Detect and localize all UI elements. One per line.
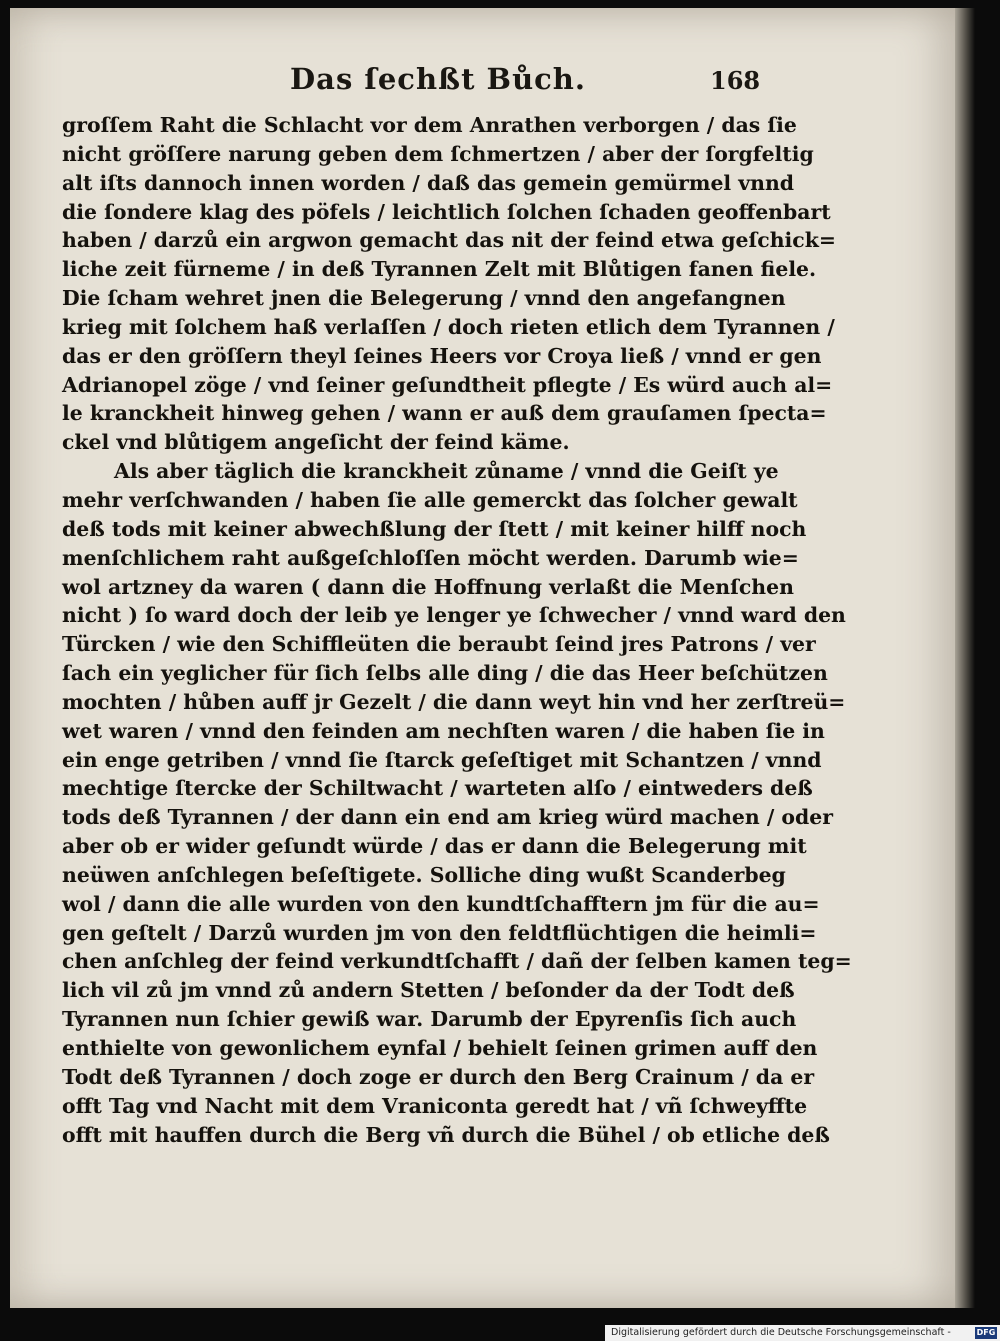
text-line: enthielte von gewonlichem eynfal / behielt ſeinen grimen auff den — [62, 1036, 818, 1060]
text-line: mehr verſchwanden / haben ſie alle gemerckt das ſolcher gewalt — [62, 487, 798, 512]
text-line: Adrianopel zöge / vnd ſeiner geſundtheit pflegte / Es würd auch al= — [62, 372, 833, 397]
text-line: nicht ) ſo ward doch der leib ye lenger ye ſchwecher / vnnd ward den — [62, 603, 846, 628]
text-line: alt iſts dannoch innen worden / daß das gemein gemürmel vnnd — [62, 170, 795, 195]
text-line: wet waren / vnnd den feinden am nechſten waren / die haben ſie in — [62, 718, 825, 743]
text-line: das er den gröſſern theyl ſeines Heers vor Croya ließ / vnnd er gen — [62, 343, 822, 368]
text-line: krieg mit ſolchem haß verlaſſen / doch rieten etlich dem Tyrannen / — [62, 314, 835, 339]
text-line: Tyrannen nun ſchier gewiß war. Darumb der Epyrenſis ſich auch — [62, 1007, 797, 1032]
text-line: aber ob er wider geſundt würde / das er dann die Belegerung mit — [62, 834, 807, 859]
text-line: deß tods mit keiner abwechßlung der ſtett / mit keiner hilff noch — [62, 516, 807, 541]
text-line: tods deß Tyrannen / der dann ein end am krieg würd machen / oder — [62, 805, 833, 830]
text-line: haben / darzů ein argwon gemacht das nit der feind etwa geſchick= — [62, 228, 836, 253]
text-line: groſſem Raht die Schlacht vor dem Anrathen verborgen / das ſie — [62, 113, 797, 137]
text-line: liche zeit fürneme / in deß Tyrannen Zelt mit Blůtigen fanen fiele. — [62, 257, 817, 282]
running-head-title: Das ſechßt Bůch. — [290, 62, 586, 96]
text-line: mechtige ſtercke der Schiltwacht / warteten alſo / eintweders deß — [62, 776, 813, 801]
digitization-footer — [605, 1325, 1000, 1341]
text-line: wol / dann die alle wurden von den kundtſchafftern jm für die au= — [62, 891, 820, 916]
page-number: 168 — [710, 66, 761, 95]
text-line: ckel vnd blůtigem angeſicht der feind käme. — [62, 430, 570, 455]
text-line: ein enge getriben / vnnd ſie ſtarck geſeſtiget mit Schantzen / vnnd — [62, 747, 822, 772]
text-line: Die ſcham wehret jnen die Belegerung / vnnd den angefangnen — [62, 286, 786, 311]
text-line: lich vil zů jm vnnd zů andern Stetten / beſonder da der Todt deß — [62, 978, 795, 1003]
page-edge-shadow — [955, 8, 975, 1308]
text-line: Als aber täglich die kranckheit zůname / vnnd die Geiſt ye — [114, 459, 779, 484]
text-line: Türcken / wie den Schiffleüten die beraubt ſeind jres Patrons / ver — [62, 632, 816, 657]
text-line: chen anſchleg der feind verkundtſchafft / dañ der ſelben kamen teg= — [62, 949, 852, 974]
text-line: le kranckheit hinweg gehen / wann er auß dem grauſamen ſpecta= — [62, 401, 827, 426]
text-line: mochten / hůben auff jr Gezelt / die dann weyt hin vnd her zerſtreü= — [62, 689, 846, 714]
text-line: neüwen anſchlegen beſeſtigete. Solliche ding wußt Scanderbeg — [62, 862, 786, 887]
body-text — [62, 111, 852, 1149]
dfg-logo-icon: DFG — [976, 1328, 996, 1337]
text-line: gen geſtelt / Darzů wurden jm von den feldtflüchtigen die heimli= — [62, 920, 817, 945]
text-line: die ſondere klag des pöfels / leichtlich ſolchen ſchaden geoffenbart — [62, 199, 831, 224]
footer-credit: Digitalisierung gefördert durch die Deutsche Forschungsgemeinschaft - — [611, 1327, 951, 1338]
running-head — [60, 62, 760, 102]
text-line: offt Tag vnd Nacht mit dem Vraniconta geredt hat / vñ ſchweyffte — [62, 1093, 808, 1118]
text-line: menſchlichem raht außgeſchloſſen möcht werden. Darumb wie= — [62, 545, 799, 570]
text-line: nicht gröſſere narung geben dem ſchmertzen / aber der ſorgfeltig — [62, 141, 814, 166]
text-line: wol artzney da waren ( dann die Hoffnung verlaßt die Menſchen — [62, 574, 794, 599]
text-line: Todt deß Tyrannen / doch zoge er durch den Berg Crainum / da er — [62, 1064, 815, 1089]
text-line: offt mit hauffen durch die Berg vñ durch die Bühel / ob etliche deß — [62, 1122, 830, 1147]
text-line: ſach ein yeglicher für ſich ſelbs alle ding / die das Heer beſchützen — [62, 661, 828, 686]
